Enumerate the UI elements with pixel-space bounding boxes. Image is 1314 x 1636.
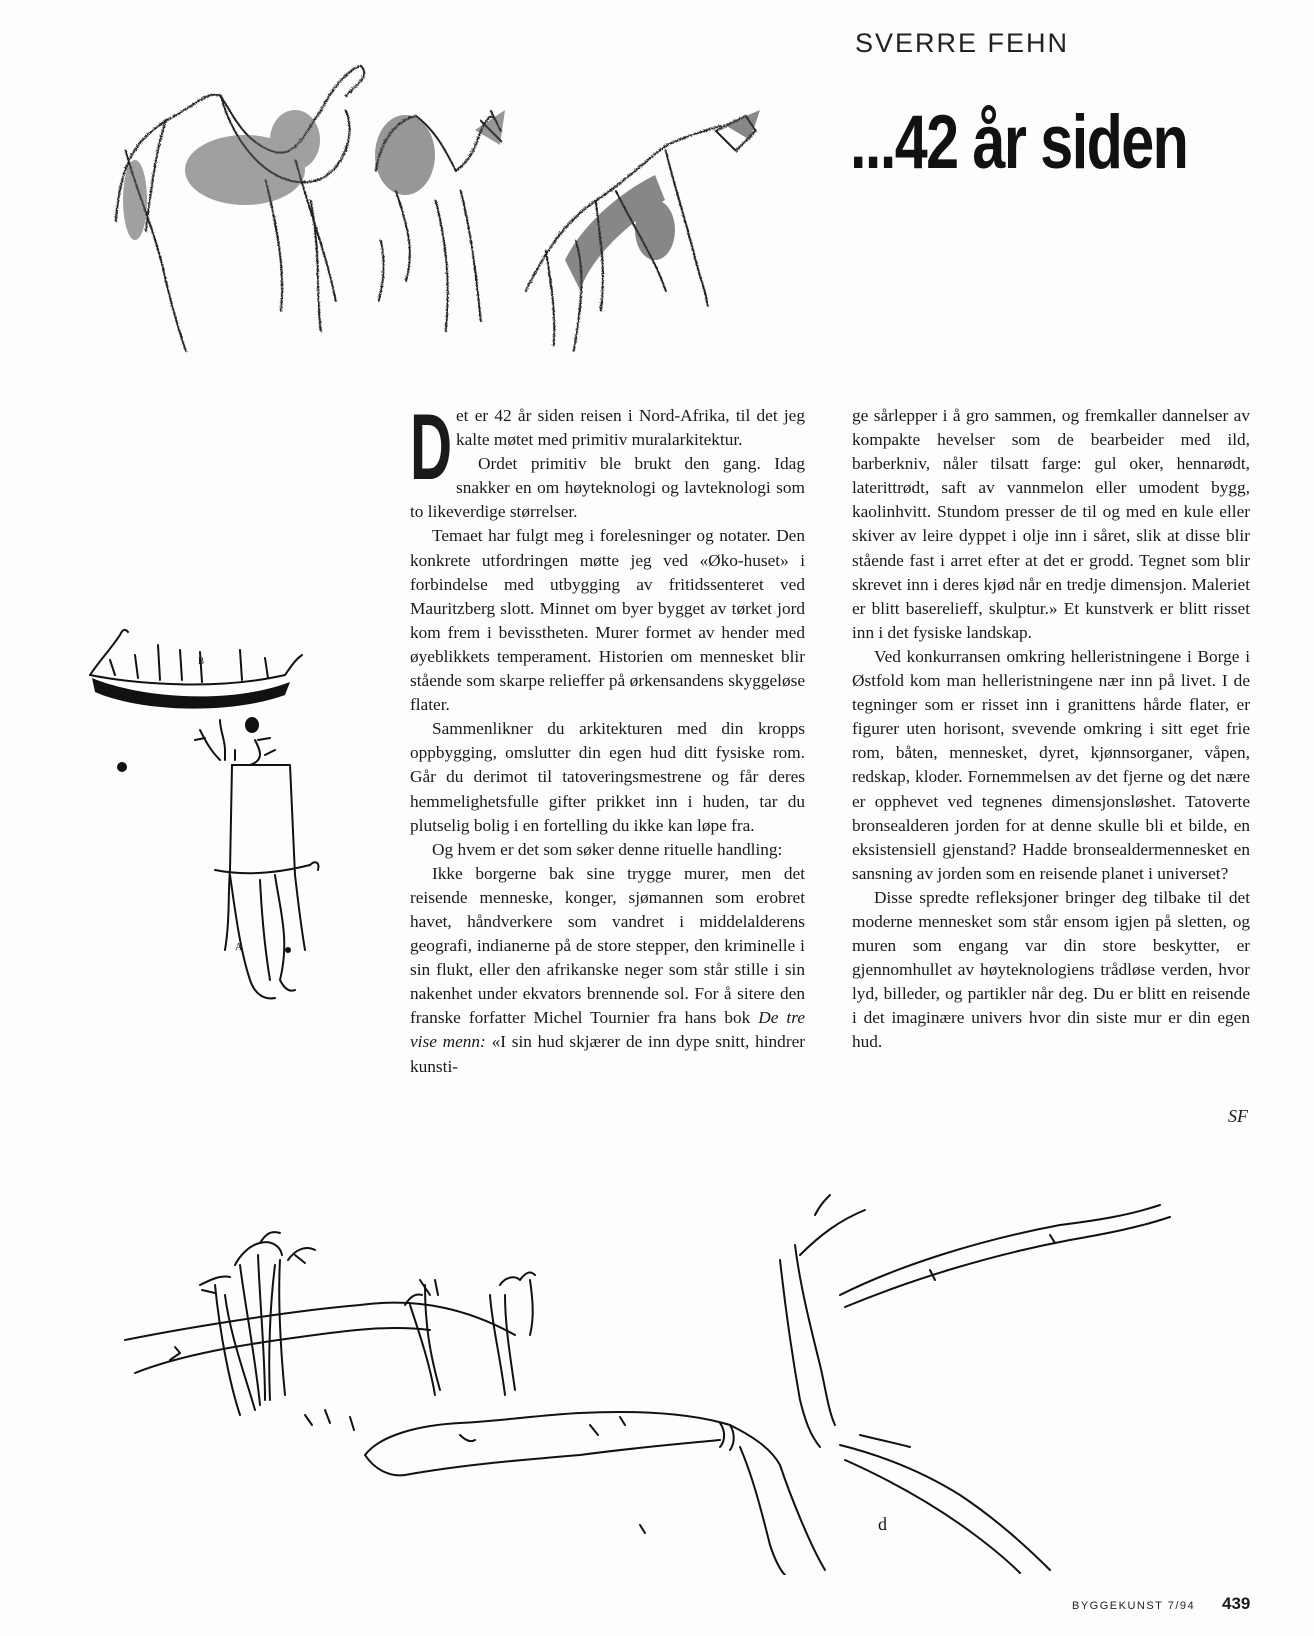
signature: SF xyxy=(1228,1106,1248,1126)
paragraph: Disse spredte refleksjoner bringer deg tilbake til det moderne mennesket som står ensom igjen på sletten, og muren som engang var din store beskytter, er gjennomhullet av høyteknologiens trådløse verden, hvor lyd, billeder, og partikler når deg. Du er blitt en reisende i det imaginære univers hvor din siste mur er din egen hud. xyxy=(852,887,1250,1052)
article-column-right xyxy=(852,404,1250,1055)
paragraph: Temaet har fulgt meg i forelesninger og notater. Den konkrete utfordringen møtte jeg ved «Øko-huset» i forbindelse med utbygging av fritidssenteret ved Mauritzberg slott. Minnet om byer bygget av tørket jord kom frem i bevisstheten. Murer formet av hender med øyeblikkets temperament. Historien om mennesket blir stående som skarpe relieffer på ørkensandens skyggeløse flater. xyxy=(410,526,805,715)
label-d: d xyxy=(878,1514,887,1534)
boat-silhouette xyxy=(92,678,290,709)
book-title: De tre vise menn: xyxy=(410,1008,805,1052)
paragraph: Ved konkurransen omkring helleristningene i Borge i Østfold kom man helleristningene nær inn på livet. I de tegninger som er risset inn i granittens hårde flater, er figurer uten horisont, svevende omkring i sitt eget frie rom, båten, mennesket, dyret, kjønnsorganer, våpen, redskap, kloder. Fornemmelsen av det fjerne og det nære er opphevet ved tegnenes dimensjonsløshet. Tatoverte bronsealderen jorden for at denne skulle bli et bilde, en eksistensiell gjenstand? Hadde bronsealdermennesket en sansning av jorden som en reisende planet i universet? xyxy=(852,646,1250,883)
paragraph: Og hvem er det som søker denne rituelle handling: xyxy=(432,839,783,859)
paragraph-split: Ikke borgerne bak sine trygge murer, men det reisende menneske, konger, sjømannen som erobret havet, håndverkere som vandret i middelalderens geografi, indianerne på de store stepper, den kriminelle i sin flukt, eller den afrikanske neger som står stille i sin nakenhet under ekvators brennende sol. For å sitere den franske forfatter Michel Tournier fra hans bok De tre vise menn: «I sin hud skjærer de inn dype snitt, hindrer kunsti- xyxy=(410,863,805,1076)
paragraph: Ordet primitiv ble brukt den gang. Idag snakker en om høyteknologi og lavteknologi som to likeverdige størrelser. xyxy=(410,454,805,522)
publication-footer: BYGGEKUNST 7/94 xyxy=(1072,1600,1196,1612)
author-name: SVERRE FEHN xyxy=(855,28,1070,58)
page-number: 439 xyxy=(1222,1594,1251,1613)
article-title: ...42 år siden xyxy=(850,100,1188,185)
drop-cap: D xyxy=(410,394,453,499)
paragraph-opening: Det er 42 år siden reisen i Nord-Afrika, til det jeg kalte møtet med primitiv muralarkitektur. xyxy=(410,394,805,499)
top-charcoal-sketches xyxy=(95,50,795,360)
paragraph-continued: ge sårlepper i å gro sammen, og fremkaller dannelser av kompakte hevelser som de bearbeider med ild, barberkniv, nåler tilsatt farge: gul oker, hennarødt, laterittrødt, saft av vannmelon eller umodent bygg, kaolinhvitt. Stundom presser de til og med en kule eller skiver av leire dyppet i olje inn i såret, slik at disse blir stående fast i arret efter at det er grodd. Tegnet som blir skrevet inn i deres kjød når en tredje dimensjon. Maleriet er blitt baserelieff, skulptur.» Et kunstverk er blitt risset inn i det fysiske landskap. xyxy=(852,406,1250,642)
landscape-line-drawing xyxy=(120,1185,1270,1575)
rock-carving-figure xyxy=(80,620,340,1020)
article-column-left xyxy=(410,394,805,1079)
label-small: B xyxy=(198,656,205,666)
paragraph: Sammenlikner du arkitekturen med din kropps oppbygging, omslutter din egen hud ditt fysiske rom. Går du derimot til tatoveringsmestrene og får deres hemmelighetsfulle gifter prikket inn i huden, tar du plutselig bolig i en fortelling du ikke kan løpe fra. xyxy=(410,719,805,835)
label-a: A xyxy=(235,942,243,953)
